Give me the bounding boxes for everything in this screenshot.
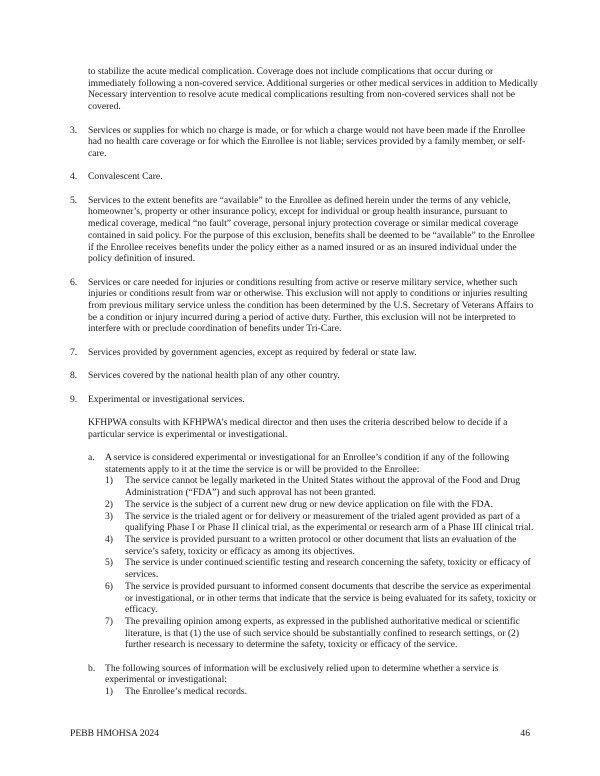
list-item-number: 6.: [70, 276, 78, 288]
sub-point-text: The service is provided pursuant to a written protocol or other document that lists an evaluation of the service’s safety, toxicity or efficacy as among its objectives.: [125, 533, 517, 557]
sub-item-a-body: [105, 452, 540, 651]
list-item-text: Services or supplies for which no charge is made, or for which a charge would not have been made if the Enrollee had no health care coverage or for which the Enrollee is not liable; services provided by a family member, or self-care.: [88, 124, 526, 159]
sub-point-number: 1): [105, 686, 113, 698]
sub-point-text: The service is the subject of a current new drug or new device application on file with the FDA.: [125, 498, 493, 510]
sub-point-a2: [105, 499, 540, 511]
list-item-7: [70, 347, 540, 359]
list-item-5: [70, 195, 540, 265]
list-item-text: Services to the extent benefits are “available” to the Enrollee as defined herein under the terms of any vehicle, homeowner’s, property or other insurance policy, except for individual or group health insurance, pursuant to medical coverage, medical “no fault” coverage, personal injury protection coverage or similar medical coverage contained in said policy. For the purpose of this exclusion, benefits shall be deemed to be “available” to the Enrollee if the Enrollee receives benefits under the policy either as a named insured or as an insured individual under the policy definition of insured.: [88, 194, 535, 265]
footer-document-id: PEBB HMOHSA 2024: [70, 728, 160, 739]
footer-page-number: 46: [520, 728, 530, 739]
sub-point-text: The Enrollee’s medical records.: [125, 686, 248, 698]
sub-point-a4: [105, 534, 540, 557]
sub-point-number: 4): [105, 533, 113, 545]
list-item-number: 4.: [70, 171, 78, 183]
sub-point-text: The prevailing opinion among experts, as expressed in the published authoritative medical or scientific literature, is that (1) the use of such service should be substantially confined to research settings, or (2) further research is necessary to determine the safety, toxicity or efficacy of the service.: [125, 615, 520, 651]
sub-point-b1: [105, 686, 540, 698]
sub-point-number: 2): [105, 498, 113, 510]
list-item-9-body: [88, 394, 540, 698]
sub-point-a6: [105, 581, 540, 616]
sub-point-number: 5): [105, 557, 113, 569]
sub-item-text: A service is considered experimental or investigational for an Enrollee’s condition if any of the following statements apply to it at the time the service is or will be provided to the Enrollee:: [105, 452, 510, 475]
sub-point-text: The service is the trialed agent or for delivery or measurement of the trialed agent provided as part of a qualifying Phase I or Phase II clinical trial, as the experimental or research arm of a Phase III clinical trial.: [125, 510, 534, 534]
sub-point-number: 6): [105, 580, 113, 592]
list-item-text: Experimental or investigational services.: [88, 393, 245, 405]
list-item-number: 8.: [70, 370, 78, 382]
item-9-intro-paragraph: KFHPWA consults with KFHPWA’s medical director and then uses the criteria described below to decide if a particular service is experimental or investigational.: [88, 416, 508, 440]
page-content: [70, 66, 540, 698]
list-item-number: 9.: [70, 393, 78, 405]
list-item-9: [70, 394, 540, 698]
list-item-text: Convalescent Care.: [88, 171, 163, 183]
page-footer: [70, 728, 530, 740]
sub-point-a1: [105, 475, 540, 498]
sub-item-letter: a.: [88, 452, 95, 464]
sub-item-b-body: [105, 663, 540, 698]
sub-point-number: 1): [105, 475, 113, 487]
sub-item-letter: b.: [88, 662, 96, 674]
sub-point-text: The service is provided pursuant to informed consent documents that describe the service as experimental or investigational, or in other terms that indicate that the service is being evaluated for its safety, toxicity or efficacy.: [125, 580, 537, 616]
sub-item-text: The following sources of information will be exclusively relied upon to determine whether a service is experimental or investigational:: [105, 662, 499, 686]
sub-item-a: [88, 452, 540, 651]
list-item-number: 5.: [70, 194, 78, 206]
sub-item-b: [88, 663, 540, 698]
sub-point-number: 3): [105, 510, 113, 522]
list-item-number: 3.: [70, 124, 78, 136]
list-item-number: 7.: [70, 346, 78, 358]
sub-point-number: 7): [105, 615, 113, 627]
list-item-3: [70, 125, 540, 160]
list-item-4: [70, 171, 540, 183]
list-item-text: Services or care needed for injuries or conditions resulting from active or reserve military service, whether such injuries or conditions result from war or otherwise. This exclusion will not apply to conditions or injuries resulting from previous military service unless the condition has been determined by the U.S. Secretary of Veterans Affairs to be a condition or injury incurred during a period of active duty. Further, this exclusion will not be interpreted to interfere with or preclude coordination of benefits under Tri-Care.: [88, 276, 534, 335]
sub-point-a5: [105, 557, 540, 580]
list-item-6: [70, 277, 540, 336]
sub-point-text: The service is under continued scientific testing and research concerning the safety, toxicity or efficacy of services.: [125, 557, 531, 581]
sub-point-a7: [105, 616, 540, 651]
list-item-text: Services covered by the national health plan of any other country.: [88, 370, 340, 382]
list-item-8: [70, 370, 540, 382]
list-item-text: Services provided by government agencies, except as required by federal or state law.: [88, 346, 417, 358]
sub-point-text: The service cannot be legally marketed in the United States without the approval of the Food and Drug Administration (“FDA”) and such approval has not been granted.: [125, 475, 521, 499]
sub-point-a3: [105, 511, 540, 534]
continuation-paragraph: to stabilize the acute medical complication. Coverage does not include complications that occur during or immediately following a non-covered service. Additional surgeries or other medical services in addition to Medically Necessary intervention to resolve acute medical complications resulting from non-covered services shall not be covered.: [88, 66, 538, 113]
